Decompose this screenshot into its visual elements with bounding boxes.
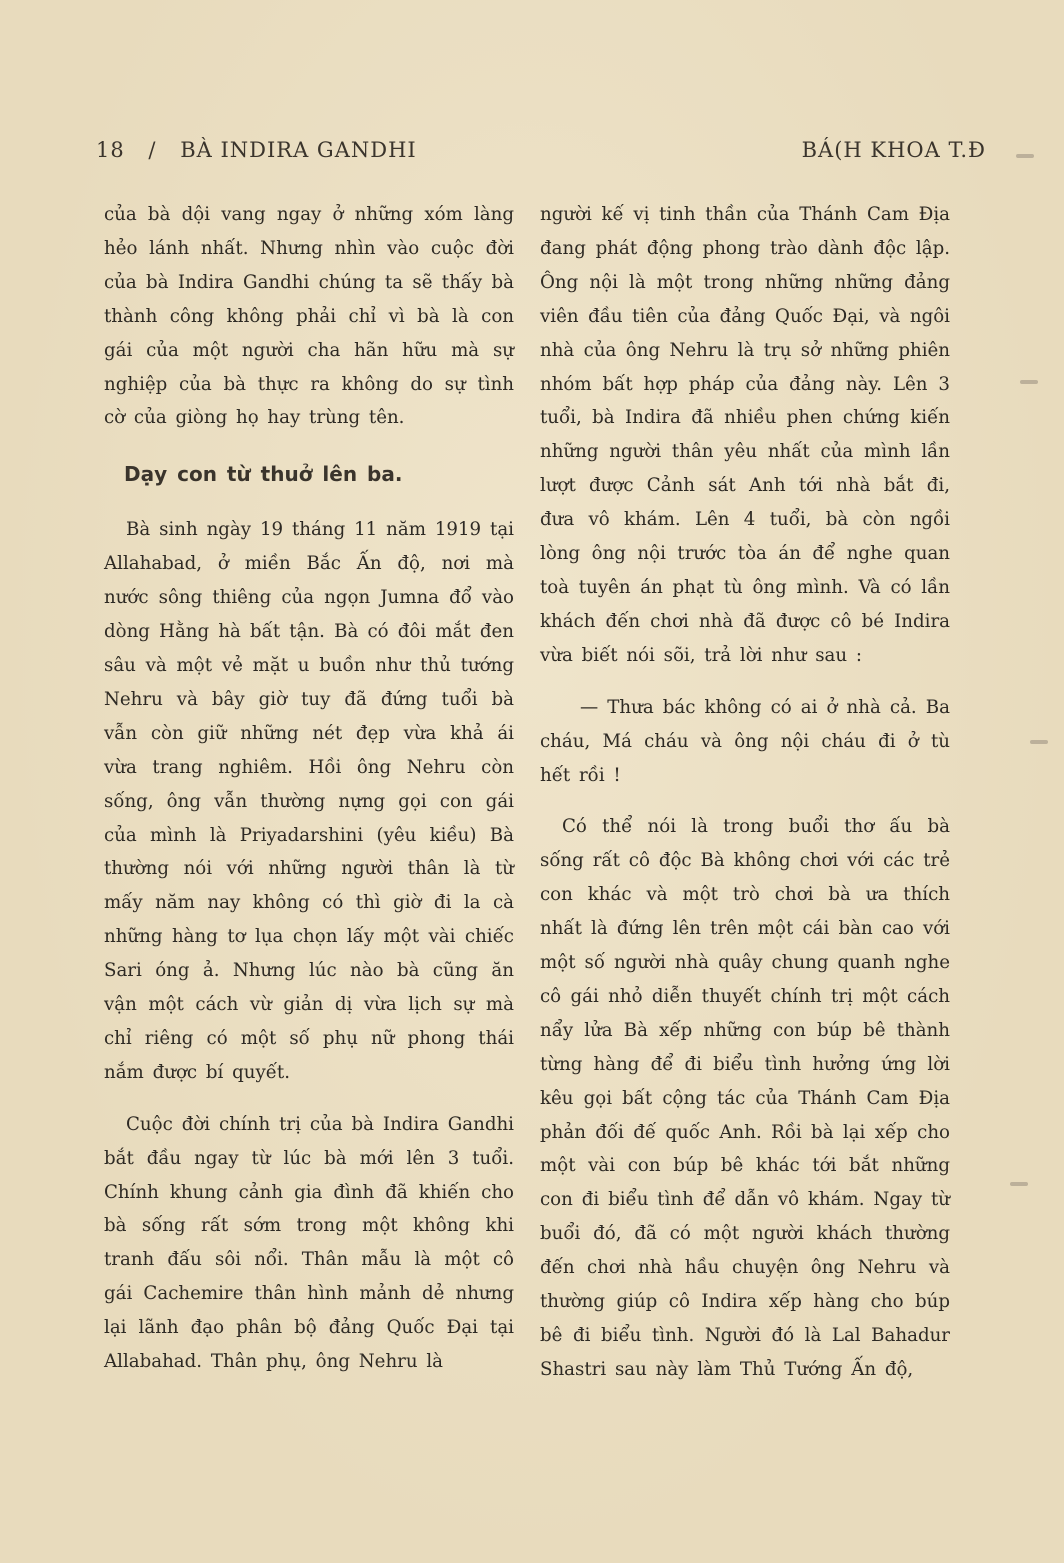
header-separator: / <box>148 138 157 162</box>
right-paragraph-3: Có thể nói là trong buổi thơ ấu bà sống rất cô độc Bà không chơi với các trẻ con khác và một trò chơi bà ưa thích nhất là đứng lên trên một cái bàn cao với một số người nhà quây chung quanh nghe cô gái nhỏ diễn thuyết chính trị một cách nẩy lửa Bà xếp những con búp bê thành từng hàng để đi biểu tình hưởng ứng lời kêu gọi bất cộng tác của Thánh Cam Địa phản đối đế quốc Anh. Rồi bà lại xếp cho một vài con búp bê khác tới bắt những con đi biểu tình để dẫn vô khám. Ngay từ buổi đó, đã có một người khách thường đến chơi nhà hầu chuyện ông Nehru và thường giúp cô Indira xếp hàng cho búp bê đi biểu tình. Người đó là Lal Bahadur Shastri sau này làm Thủ Tướng Ấn độ, <box>540 816 950 1380</box>
margin-mark <box>1020 380 1038 384</box>
header-left <box>96 138 417 162</box>
margin-mark <box>1010 1182 1028 1186</box>
left-paragraph-1: của bà dội vang ngay ở những xóm làng hẻo lánh nhất. Nhưng nhìn vào cuộc đời của bà Indira Gandhi chúng ta sẽ thấy bà thành công không phải chỉ vì bà là con gái của một người cha hãn hữu mà sự nghiệp của bà thực ra không do sự tình cờ của giòng họ hay trùng tên. <box>104 204 514 429</box>
section-title: BÀ INDIRA GANDHI <box>180 138 417 162</box>
page-number: 18 <box>96 138 125 162</box>
left-column <box>104 198 514 1379</box>
running-header <box>96 138 986 172</box>
left-paragraph-3: Cuộc đời chính trị của bà Indira Gandhi bắt đầu ngay từ lúc bà mới lên 3 tuổi. Chính khung cảnh gia đình đã khiến cho bà sống rất sớm trong một không khi tranh đấu sôi nổi. Thân mẫu là một cô gái Cachemire thân hình mảnh dẻ nhưng lại lãnh đạo phân bộ đảng Quốc Đại tại Allabahad. Thân phụ, ông Nehru là <box>104 1113 514 1373</box>
section-subheading: Dạy con từ thuở lên ba. <box>124 462 403 487</box>
margin-mark <box>1016 154 1034 158</box>
left-paragraph-2: Bà sinh ngày 19 tháng 11 năm 1919 tại Allahabad, ở miền Bắc Ấn độ, nơi mà nước sông thiêng của ngọn Jumna đổ vào dòng Hằng hà bất tận. Bà có đôi mắt đen sâu và một vẻ mặt u buồn như thủ tướng Nehru và bây giờ tuy đã đứng tuổi bà vẫn còn giữ những nét đẹp vừa khả ái vừa trang nghiêm. Hồi ông Nehru còn sống, ông vẫn thường nựng gọi con gái của mình là Priyadarshini (yêu kiều) Bà thường nói với những người thân là từ mấy năm nay không có thì giờ đi la cà những hàng tơ lụa chọn lấy một vài chiếc Sari óng ả. Nhưng lúc nào bà cũng ăn vận một cách vừ giản dị vừa lịch sự mà chỉ riêng có một số phụ nữ phong thái nắm được bí quyết. <box>104 519 514 1083</box>
right-column <box>540 198 950 1387</box>
right-paragraph-2-dialogue: — Thưa bác không có ai ở nhà cả. Ba cháu, Má cháu và ông nội cháu đi ở tù hết rồi ! <box>540 696 950 786</box>
margin-mark <box>1030 740 1048 744</box>
publication-title: BÁ(H KHOA T.Đ <box>801 138 986 162</box>
right-paragraph-1: người kế vị tinh thần của Thánh Cam Địa đang phát động phong trào dành độc lập. Ông nội là một trong những những đảng viên đầu tiên của đảng Quốc Đại, và ngôi nhà của ông Nehru là trụ sở những phiên nhóm bất hợp pháp của đảng này. Lên 3 tuổi, bà Indira đã nhiều phen chứng kiến những người thân yêu nhất của mình lần lượt được Cảnh sát Anh tới nhà bắt đi, đưa vô khám. Lên 4 tuổi, bà còn ngồi lòng ông nội trước tòa án để nghe quan toà tuyên án phạt tù ông mình. Và có lần khách đến chơi nhà đã được cô bé Indira vừa biết nói sõi, trả lời như sau : <box>540 204 950 666</box>
